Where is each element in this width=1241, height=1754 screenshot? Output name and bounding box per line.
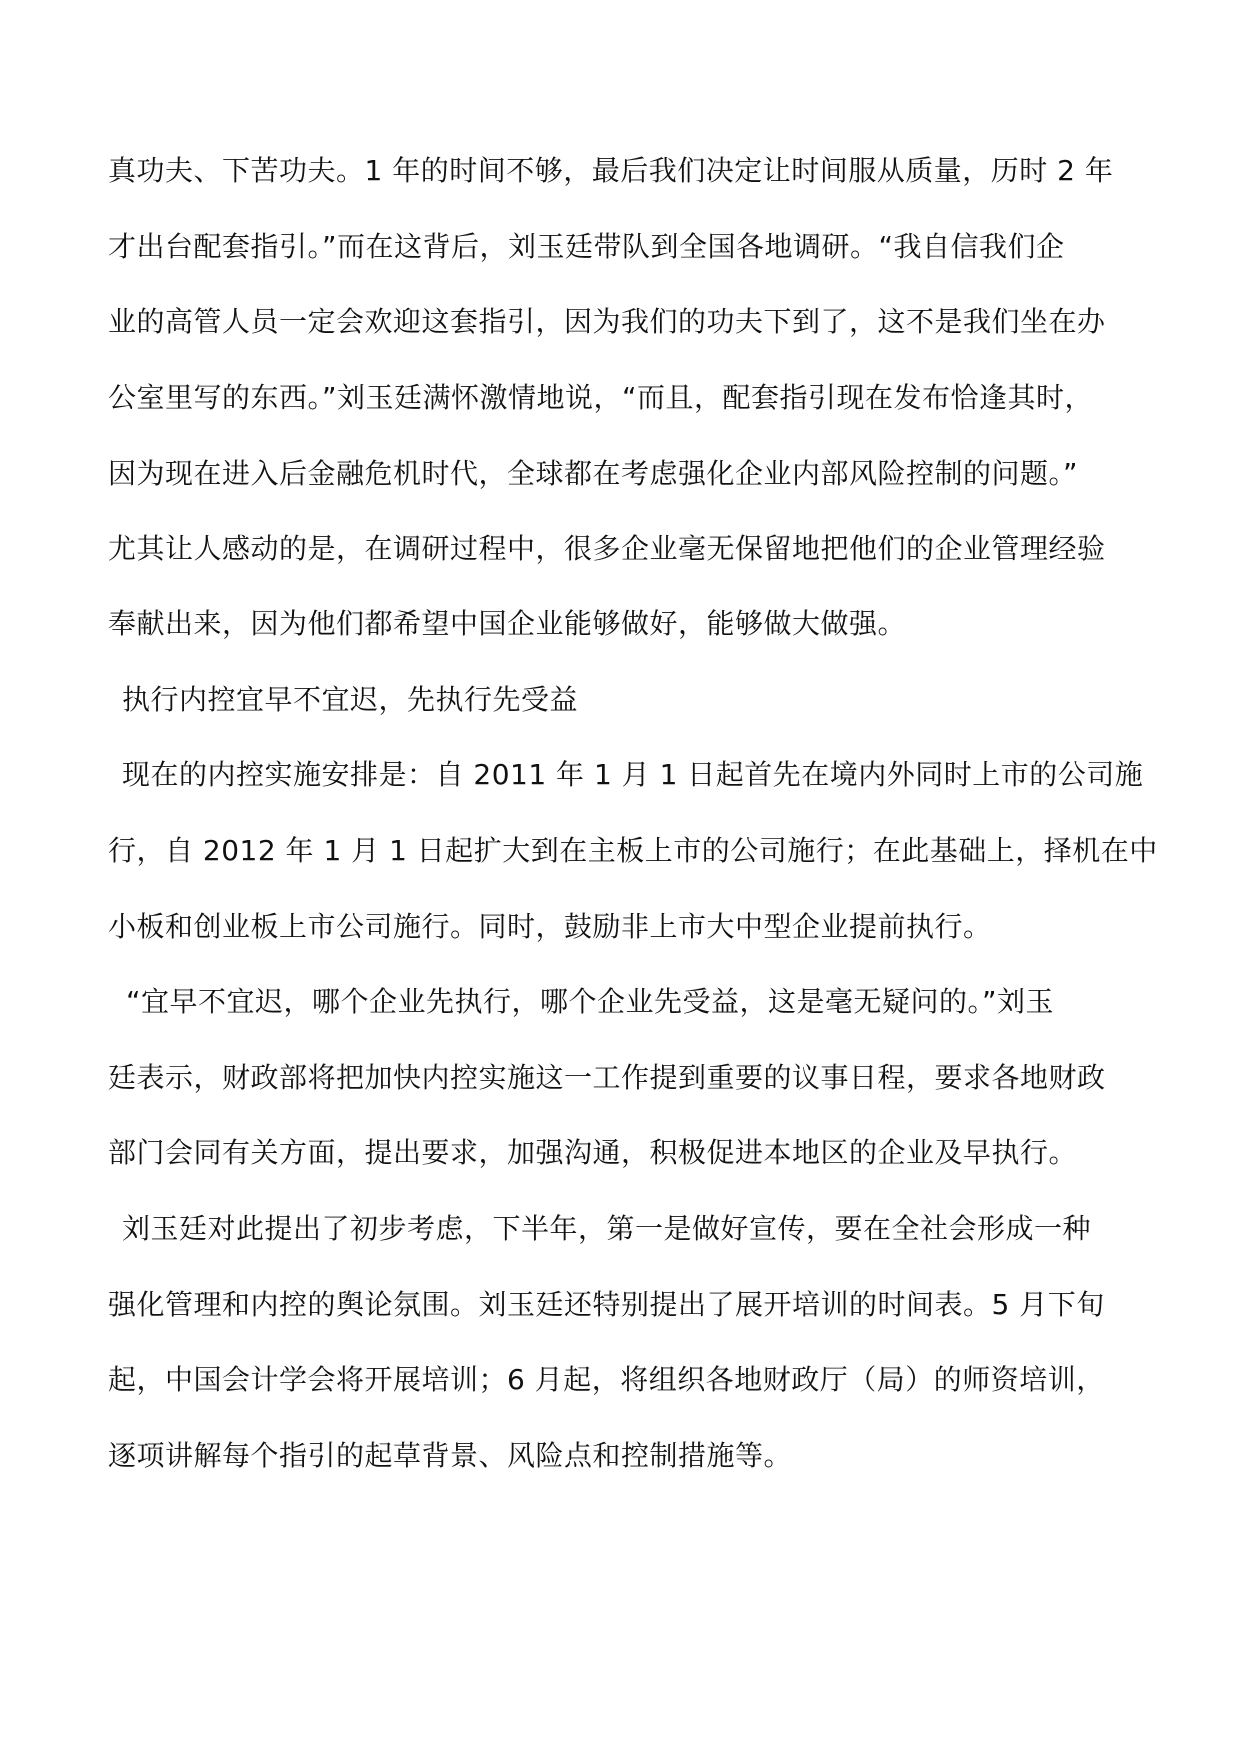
text-line-7: 奉献出来，因为他们都希望中国企业能够做好，能够做大做强。: [108, 607, 907, 640]
text-line-12: “宜早不宜迟，哪个企业先执行，哪个企业先受益，这是毫无疑问的。”刘玉: [126, 985, 1055, 1018]
text-line-2: 才出台配套指引。”而在这背后，刘玉廷带队到全国各地调研。“我自信我们企: [108, 230, 1065, 263]
text-line-18: 逐项讲解每个指引的起草背景、风险点和控制措施等。: [108, 1439, 793, 1472]
text-line-15: 刘玉廷对此提出了初步考虑，下半年，第一是做好宣传，要在全社会形成一种: [122, 1212, 1092, 1245]
text-line-17: 起，中国会计学会将开展培训；6 月起，将组织各地财政厅（局）的师资培训，: [108, 1363, 1105, 1396]
text-line-14: 部门会同有关方面，提出要求，加强沟通，积极促进本地区的企业及早执行。: [108, 1136, 1078, 1169]
text-line-13: 廷表示，财政部将把加快内控实施这一工作提到重要的议事日程，要求各地财政: [108, 1061, 1106, 1094]
text-line-16: 强化管理和内控的舆论氛围。刘玉廷还特别提出了展开培训的时间表。5 月下旬: [108, 1288, 1105, 1321]
text-line-1: 真功夫、下苦功夫。1 年的时间不够，最后我们决定让时间服从质量，历时 2 年: [108, 154, 1114, 187]
text-line-5: 因为现在进入后金融危机时代，全球都在考虑强化企业内部风险控制的问题。”: [108, 457, 1079, 490]
text-line-6: 尤其让人感动的是，在调研过程中，很多企业毫无保留地把他们的企业管理经验: [108, 532, 1106, 565]
text-line-10: 行，自 2012 年 1 月 1 日起扩大到在主板上市的公司施行；在此基础上，择机在中: [108, 834, 1158, 867]
text-line-11: 小板和创业板上市公司施行。同时，鼓励非上市大中型企业提前执行。: [108, 910, 992, 943]
section-heading: 执行内控宜早不宜迟，先执行先受益: [122, 683, 579, 716]
text-line-4: 公室里写的东西。”刘玉廷满怀激情地说，“而且，配套指引现在发布恰逢其时，: [108, 381, 1094, 414]
text-line-9: 现在的内控实施安排是：自 2011 年 1 月 1 日起首先在境内外同时上市的公司施: [122, 758, 1144, 791]
text-line-3: 业的高管人员一定会欢迎这套指引，因为我们的功夫下到了，这不是我们坐在办: [108, 305, 1106, 338]
